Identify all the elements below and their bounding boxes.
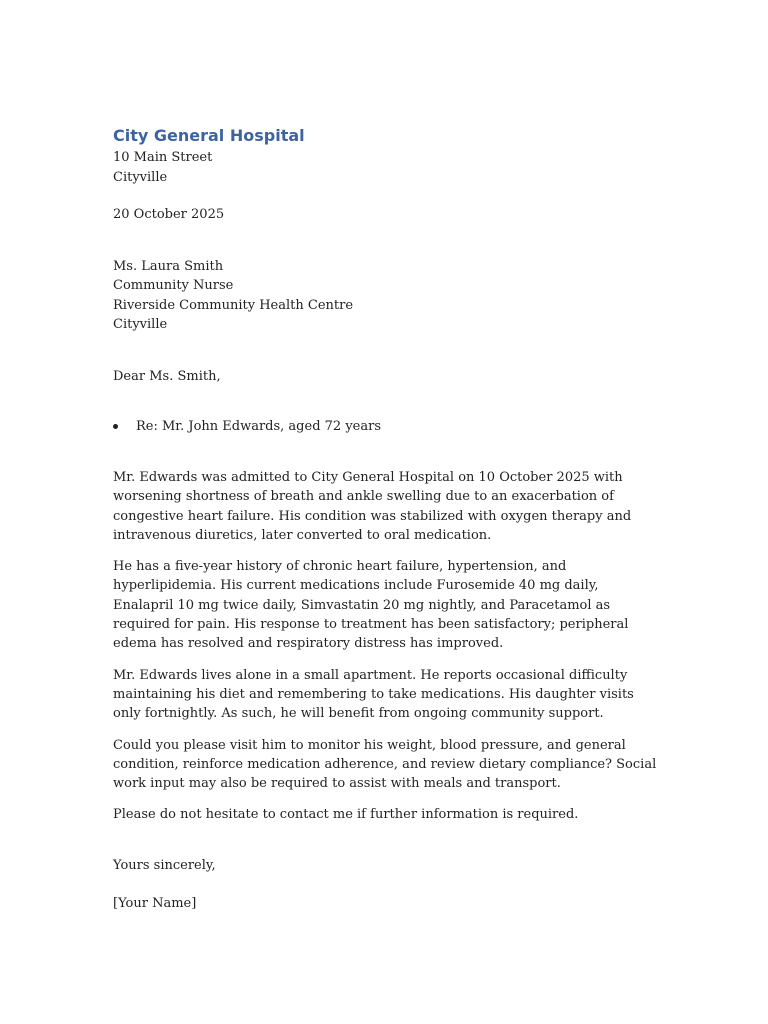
sender-city: Cityville — [113, 169, 168, 185]
body-paragraph-social: Mr. Edwards lives alone in a small apartment. He reports occasional difficulty maintaining his diet and remembering to take medications. His daughter visits only fortnightly. As such, he will benefit from ongoing community support. — [113, 667, 634, 722]
signature-placeholder: [Your Name] — [113, 896, 197, 912]
body-paragraph-history: He has a five-year history of chronic heart failure, hypertension, and hyperlipidemia. His current medications include Furosemide 40 mg daily, Enalapril 10 mg twice daily, Simvastatin 20 mg nightly, and Paracetamol as required for pain. His response to treatment has been satisfactory; peripheral edema has resolved and respiratory distress has improved. — [113, 559, 629, 652]
body-paragraph-admission: Mr. Edwards was admitted to City General Hospital on 10 October 2025 with worsening shortness of breath and ankle swelling due to an exacerbation of congestive heart failure. His condition was stabilized with oxygen therapy and intravenous diuretics, later converted to oral medication. — [113, 470, 632, 543]
hospital-name: City General Hospital — [113, 126, 305, 145]
recipient-city: Cityville — [113, 317, 168, 332]
recipient-organization: Riverside Community Health Centre — [113, 297, 354, 313]
closing: Yours sincerely, — [113, 857, 216, 873]
sender-block — [113, 124, 658, 187]
sender-street: 10 Main Street — [113, 150, 213, 165]
recipient-name: Ms. Laura Smith — [113, 258, 224, 274]
letter-date: 20 October 2025 — [113, 207, 225, 222]
body-paragraph-contact: Please do not hesitate to contact me if further information is required. — [113, 807, 579, 823]
body-paragraph-request: Could you please visit him to monitor his weight, blood pressure, and general condition, reinforce medication adherence, and review dietary compliance? Social work input may also be required to assist with meals and transport. — [113, 737, 657, 792]
recipient-title: Community Nurse — [113, 278, 234, 293]
letter — [113, 124, 658, 914]
salutation: Dear Ms. Smith, — [113, 368, 221, 384]
letter-body — [113, 468, 658, 825]
bullet-icon — [113, 424, 118, 429]
subject-bullet — [113, 417, 658, 437]
recipient-block — [113, 257, 658, 335]
subject-line: Re: Mr. John Edwards, aged 72 years — [136, 419, 382, 434]
